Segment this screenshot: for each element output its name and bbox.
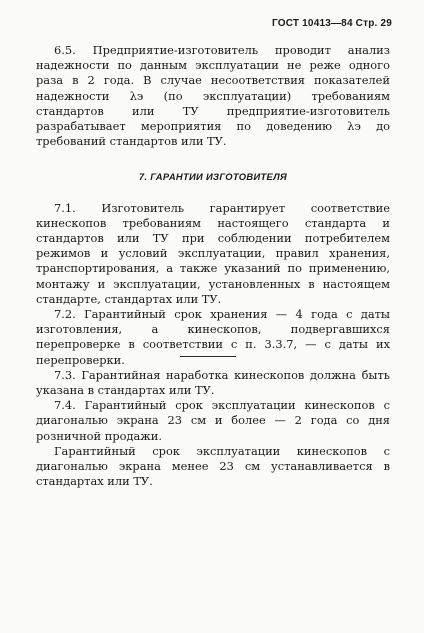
paragraph-7-4-continued: Гарантийный срок эксплуатации кинескопов с диагональю экрана менее 23 см устанавливается в стандартах или ТУ. [36, 443, 390, 489]
page-header: ГОСТ 10413—84 Стр. 29 [272, 18, 392, 29]
paragraph-7-1: 7.1. Изготовитель гарантирует соответствие кинескопов требованиям настоящего стандарта и стандартов или ТУ при соблюдении потребителем режимов и условий эксплуатации, правил хранения, транспортирования, а также указаний по применению, монтажу и эксплуатации, установленных в настоящем стандарте, стандартах или ТУ. [36, 200, 390, 306]
paragraph-6-5: 6.5. Предприятие-изготовитель проводит анализ надежности по данным эксплуатации не реже одного раза в 2 года. В случае несоответствия показателей надежности λэ (по эксплуатации) требованиям стандартов или ТУ предприятие-изготовитель разрабатывает мероприятия по доведению λэ до требований стандартов или ТУ. [36, 43, 390, 149]
paragraph-7-2: 7.2. Гарантийный срок хранения — 4 года с даты изготовления, а кинескопов, подвергавшихся перепроверке в соответствии с п. 3.3.7, — с даты их перепроверки. [36, 307, 390, 367]
paragraph-7-3: 7.3. Гарантийная наработка кинескопов должна быть указана в стандартах или ТУ. [36, 367, 390, 398]
paragraph-7-4: 7.4. Гарантийный срок эксплуатации кинескопов с диагональю экрана 23 см и более — 2 года со дня розничной продажи. [36, 398, 390, 443]
end-rule [180, 356, 236, 357]
section-title: 7. ГАРАНТИИ ИЗГОТОВИТЕЛЯ [138, 171, 288, 183]
document-body [36, 43, 390, 489]
